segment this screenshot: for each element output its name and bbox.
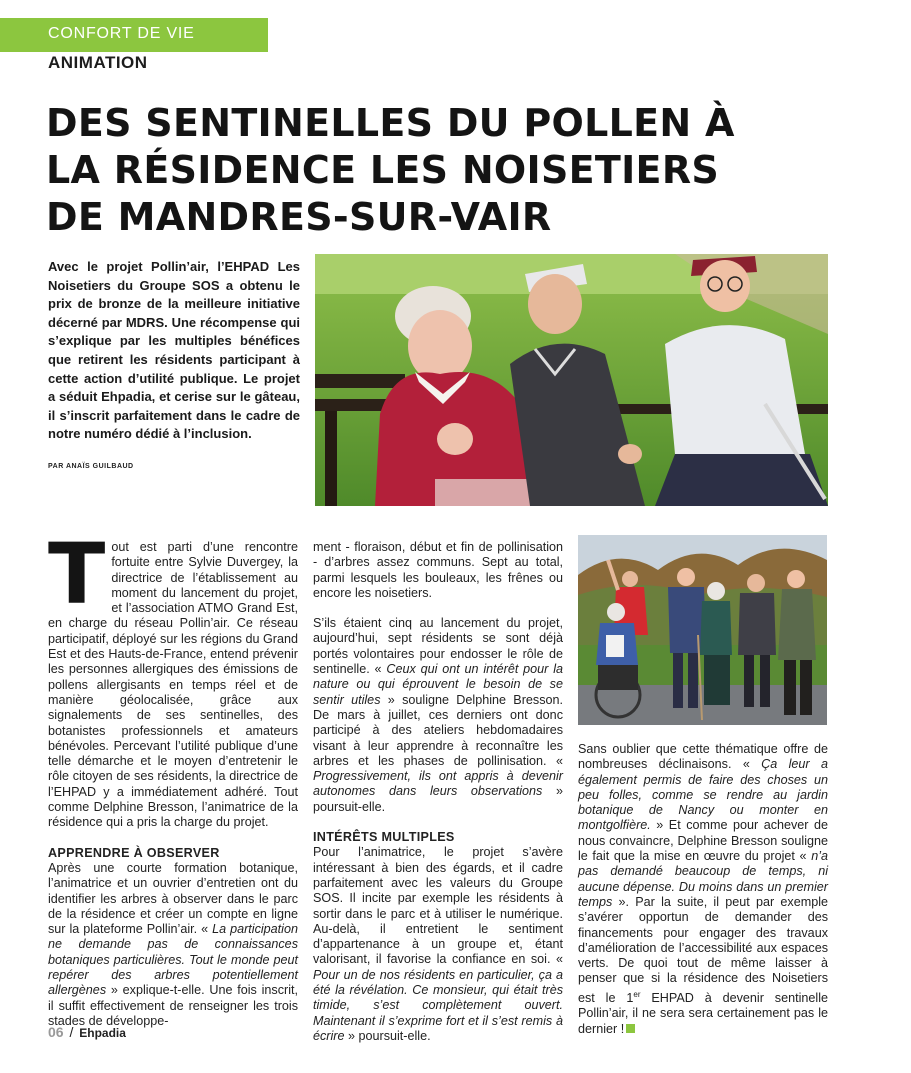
residents-bench-photo	[315, 254, 828, 506]
article-column-3	[578, 742, 828, 1037]
body-paragraph: Tout est parti d’une rencontre fortuite entre Sylvie Duvergey, la directrice de l’établissement au moment du lancement du projet, et l’association ATMO Grand Est, en charge du réseau Pollin’air. Ce réseau participatif, déployé sur les régions du Grand Est et des Hauts-de-France, entend prévenir les personnes allergiques des émissions de pollens allergisants en temps réel et de manière géolocalisée, grâce aux signalements de ses sentinelles, des botanistes professionnels et amateurs bénévoles. Percevant l’utilité publique d’une telle démarche et le moyen d’entretenir le rôle citoyen de ses résidents, la directrice de l’EHPAD y a immédiatement adhéré. Tout comme Delphine Bresson, l’animatrice de la résidence qui a pris la charge du projet.	[48, 525, 298, 830]
subheading-interets: INTÉRÊTS MULTIPLES	[313, 830, 455, 845]
quote: Ça leur a également permis de faire des choses un peu folles, comme se rendre au jardin botanique de Nancy ou monter en montgolfière.	[578, 757, 828, 833]
article-column-1	[48, 525, 298, 1029]
footer-separator: /	[69, 1024, 74, 1040]
page-number: 06	[48, 1024, 64, 1040]
byline: PAR ANAÏS GUILBAUD	[48, 463, 134, 470]
body-paragraph: Pour l’animatrice, le projet s’avère intéressant à bien des égards, et il cadre parfaitement avec les valeurs du Groupe SOS. Il incite par exemple les résidents à sortir dans le parc et à utiliser le numérique. Au-delà, il entretient le sentiment d’appartenance à un groupe et, étant valorisant, il favorise la confiance en soi. « Pour un de nos résidents en particulier, ça a été la révélation. Ce monsieur, qui était très timide, s’est complètement ouvert. Maintenant il s’exprime fort et il s’est remis à écrire » poursuit-elle.	[313, 845, 563, 1043]
residents-group-photo	[578, 535, 827, 725]
magazine-name: Ehpadia	[79, 1026, 126, 1040]
title-line-3: DE MANDRES-SUR-VAIR	[46, 195, 552, 239]
body-paragraph: S’ils étaient cinq au lancement du projet, aujourd’hui, sept résidents se sont déjà portés volontaires pour endosser le rôle de sentinelle. « Ceux qui ont un intérêt pour la nature ou qui éprouvent le besoin de se sentir utiles » souligne Delphine Bresson. De mars à juillet, ces derniers ont donc participé à des ateliers hebdomadaires visant à leur apprendre à reconnaître les arbres et les phases de pollinisation. « Progressivement, ils ont appris à devenir autonomes dans leurs observations » poursuit-elle.	[313, 616, 563, 814]
section-label: ANIMATION	[48, 53, 148, 72]
rubric-banner	[0, 18, 268, 52]
quote: Ceux qui ont un intérêt pour la nature ou qui éprouvent le besoin de se sentir utiles	[313, 662, 563, 707]
article-column-2	[313, 540, 563, 1044]
article-lede: Avec le projet Pollin’air, l’EHPAD Les Noisetiers du Groupe SOS a obtenu le prix de bronze de la meilleure initiative décerné par MDRS. Une récompense qui s’explique par les multiples bénéfices que retirent les résidents participant à cette action d’utilité publique. Le projet a séduit Ehpadia, et cerise sur le gâteau, il s’inscrit parfaitement dans le cadre de notre numéro dédié à l’inclusion.	[48, 259, 300, 442]
article-title	[46, 100, 866, 241]
quote: n’a pas demandé beaucoup de temps, ni aucune dépense. Du moins dans un premier temps	[578, 849, 828, 909]
end-mark-icon	[626, 1024, 635, 1033]
page-footer	[48, 1024, 126, 1040]
subheading-observer: APPRENDRE À OBSERVER	[48, 845, 220, 860]
drop-cap: T	[48, 525, 106, 623]
rubric-label: CONFORT DE VIE	[48, 25, 195, 42]
quote: La participation ne demande pas de connaissances botaniques particulières. Tout le monde peut repérer des arbres potentiellement allergènes	[48, 922, 298, 998]
title-line-2: LA RÉSIDENCE LES NOISETIERS	[46, 148, 720, 192]
body-paragraph: Après une courte formation botanique, l’animatrice et un ouvrier d’entretien ont du identifier les arbres à observer dans le parc de la résidence et créer un compte en ligne sur la plateforme Pollin’air. « La participation ne demande pas de connaissances botaniques particulières. Tout le monde peut repérer des arbres potentiellement allergènes » explique-t-elle. Une fois inscrit, il suffit effectivement de renseigner les trois stades de développe-	[48, 860, 298, 1028]
quote: Progressivement, ils ont appris à devenir autonomes dans leurs observations	[313, 769, 563, 799]
quote: Pour un de nos résidents en particulier, ça a été la révélation. Ce monsieur, qui était très timide, s’est complètement ouvert. Maintenant il s’exprime fort et il s’est remis à écrire	[313, 967, 563, 1043]
body-paragraph: ment - floraison, début et fin de pollinisation - d’arbres assez communs. Sept au total, parmi lesquels les bouleaux, les frênes ou encore les noisetiers.	[313, 540, 563, 600]
body-paragraph: Sans oublier que cette thématique offre de nombreuses déclinaisons. « Ça leur a également permis de faire des choses un peu folles, comme se rendre au jardin botanique de Nancy ou monter en montgolfière. » Et comme pour achever de nous convaincre, Delphine Bresson souligne le fait que la mise en œuvre du projet « n’a pas demandé beaucoup de temps, ni aucune dépense. Du moins dans un premier temps ». Par la suite, il peut par exemple s’avérer opportun de demander des financements pour engager des travaux d’amélioration de l’accessibilité aux espaces verts. De quoi tout de même laisser à penser que si la résidence des Noisetiers est le 1er EHPAD à devenir sentinelle Pollin’air, il ne sera sera certainement pas le dernier !	[578, 742, 828, 1036]
title-line-1: DES SENTINELLES DU POLLEN À	[46, 101, 735, 145]
